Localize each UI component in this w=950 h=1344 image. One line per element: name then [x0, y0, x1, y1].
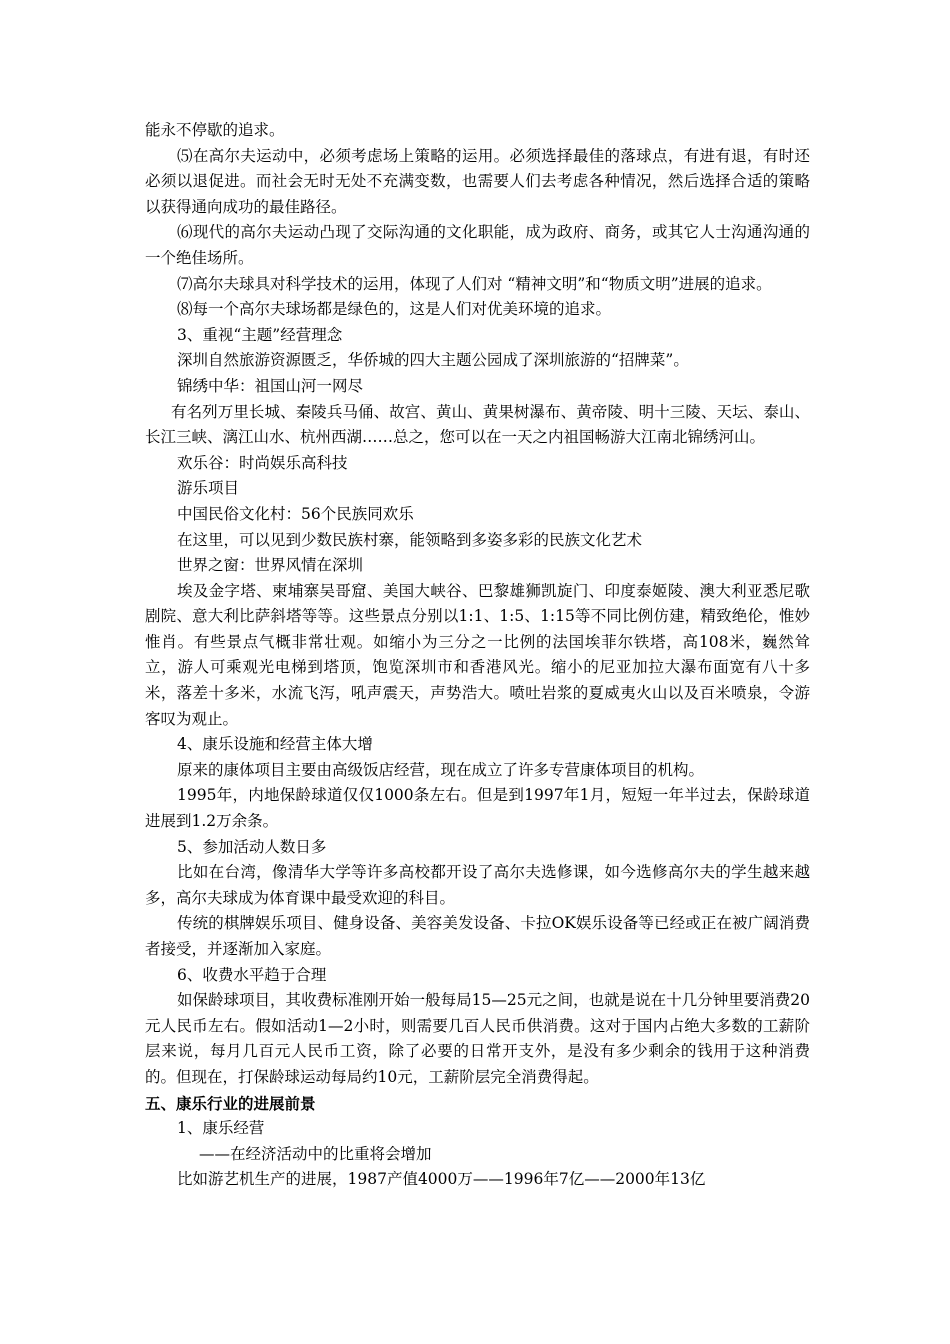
paragraph-traditional-entertainment: 传统的棋牌娱乐项目、健身设备、美容美发设备、卡拉OK娱乐设备等已经或正在被广阔消费者接受，并逐渐加入家庭。	[145, 914, 810, 958]
paragraph-arcade-production: 比如游艺机生产的进展，1987产值4000万——1996年7亿——2000年13亿	[177, 1170, 706, 1189]
paragraph-bowling-prices: 如保龄球项目，其收费标准刚开始一般每局15—25元之间，也就是说在十几分钟里要消费20元人民币左右。假如活动1—2小时，则需要几百人民币供消费。这对于国内占绝大多数的工薪阶层来说，每月几百元人民币工资，除了必要的日常开支外，是没有多少剩余的钱用于这种消费的。但现在，打保龄球运动每局约10元，工薪阶层完全消费得起。	[145, 991, 810, 1086]
subsection-subtitle: ——在经济活动中的比重将会增加	[199, 1144, 432, 1163]
chapter-heading-five: 五、康乐行业的进展前景	[145, 1093, 316, 1113]
paragraph-point-7: ⑺高尔夫球具对科学技术的运用，体现了人们对 “精神文明”和“物质文明”进展的追求。	[177, 274, 772, 293]
section-heading-5: 5、参加活动人数日多	[177, 837, 327, 856]
paragraph-taiwan-golf: 比如在台湾，像清华大学等许多高校都开设了高尔夫选修课，如今选修高尔夫的学生越来越多，高尔夫球成为体育课中最受欢迎的科目。	[145, 863, 810, 907]
paragraph-point-6: ⑹现代的高尔夫运动凸现了交际沟通的文化职能，成为政府、商务，或其它人士沟通沟通的一个绝佳场所。	[145, 223, 810, 267]
park-title-folk-culture: 中国民俗文化村：56个民族同欢乐	[177, 504, 414, 523]
paragraph-window-of-world: 埃及金字塔、柬埔寨吴哥窟、美国大峡谷、巴黎雄狮凯旋门、印度泰姬陵、澳大利亚悉尼歌剧院、意大利比萨斜塔等等。这些景点分别以1:1、1:5、1:15等不同比例仿建，精致绝伦，惟妙惟肖。有些景点气概非常壮观。如缩小为三分之一比例的法国埃菲尔铁塔，高108米，巍然耸立，游人可乘观光电梯到塔顶，饱览深圳市和香港风光。缩小的尼亚加拉大瀑布面宽有八十多米，落差十多米，水流飞泻，吼声震天，声势浩大。喷吐岩浆的夏威夷火山以及百米喷泉，令游客叹为观止。	[145, 581, 810, 728]
section-heading-3: 3、重视“主题”经营理念	[177, 325, 343, 344]
subsection-heading-1: 1、康乐经营	[177, 1119, 265, 1138]
section-heading-6: 6、收费水平趋于合理	[177, 965, 327, 984]
paragraph-point-8: ⑻每一个高尔夫球场都是绿色的，这是人们对优美环境的追求。	[177, 300, 612, 319]
paragraph-point-5: ⑸在高尔夫运动中，必须考虑场上策略的运用。必须选择最佳的落球点，有进有退，有时还必须以退促进。而社会无时无处不充满变数，也需要人们去考虑各种情况，然后选择合适的策略以获得通向成功的最佳路径。	[145, 146, 810, 216]
paragraph-shenzhen-intro: 深圳自然旅游资源匮乏，华侨城的四大主题公园成了深圳旅游的“招牌菜”。	[177, 351, 689, 370]
paragraph-continuation: 能永不停歇的追求。	[145, 121, 285, 139]
park-title-window-of-world: 世界之窗：世界风情在深圳	[177, 556, 364, 575]
park-title-happy-valley: 欢乐谷：时尚娱乐高科技	[177, 453, 348, 472]
paragraph-happy-valley: 游乐项目	[177, 479, 240, 498]
paragraph-splendid-china: 有名列万里长城、秦陵兵马俑、故宫、黄山、黄果树瀑布、黄帝陵、明十三陵、天坛、泰山、长江三峡、漓江山水、杭州西湖……总之，您可以在一天之内祖国畅游大江南北锦绣河山。	[145, 402, 810, 447]
paragraph-folk-culture: 在这里，可以见到少数民族村寨，能领略到多姿多彩的民族文化艺术	[177, 530, 643, 549]
document-page	[145, 118, 810, 1193]
paragraph-bowling-lanes: 1995年，内地保龄球道仅仅1000条左右。但是到1997年1月，短短一年半过去，保龄球道进展到1.2万余条。	[145, 786, 810, 831]
section-heading-4: 4、康乐设施和经营主体大增	[177, 735, 373, 754]
paragraph-facilities: 原来的康体项目主要由高级饭店经营，现在成立了许多专营康体项目的机构。	[177, 760, 705, 779]
park-title-splendid-china: 锦绣中华：祖国山河一网尽	[177, 376, 364, 395]
